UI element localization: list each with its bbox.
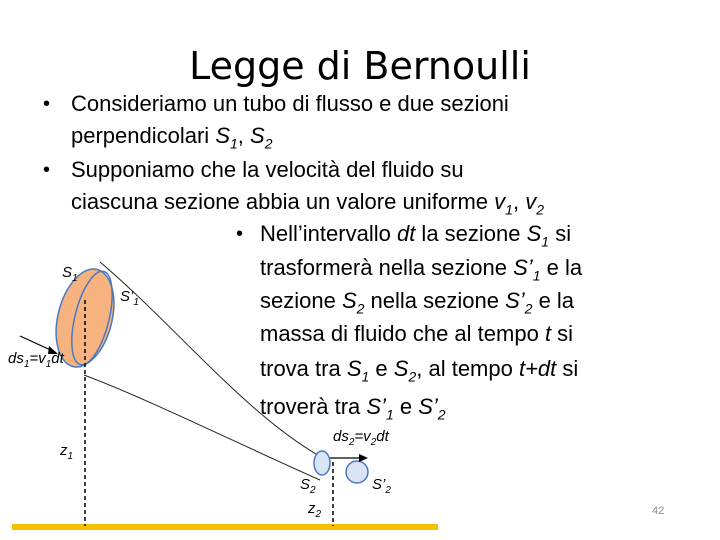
bullet-3-line-6: troverà tra $S’_1$ e $S’_2$	[260, 394, 446, 423]
ground-bar	[12, 524, 438, 530]
bullet-1-glyph: •	[43, 93, 51, 115]
slide-title: Legge di Bernoulli	[189, 44, 531, 88]
bullet-3-line-2: trasformerà nella sezione $S’_1$ e la	[260, 255, 583, 284]
bullet-3-line-1: Nell’intervallo dt la sezione $S_1$ si	[260, 221, 572, 250]
label-z1: $z_1$	[60, 442, 74, 462]
label-s1: $S_1$	[62, 264, 78, 284]
label-s2-prime: $S’_2$	[372, 476, 391, 496]
page-number: 42	[652, 505, 665, 517]
bullet-3-line-4: massa di fluido che al tempo t si	[260, 321, 574, 346]
bullet-3-line-3: sezione $S_2$ nella sezione $S’_2$ e la	[260, 288, 575, 317]
label-ds1: $ds_1=v_1dt$	[8, 350, 64, 370]
bullet-1-line-2: perpendicolari $S_1$, $S_2$	[71, 123, 273, 152]
label-z2: $z_2$	[308, 500, 322, 520]
ds2-arrowhead	[359, 454, 368, 462]
bullet-3-line-5: trova tra $S_1$ e $S_2$, al tempo t+dt si	[260, 356, 579, 385]
bullet-1-line-1: Consideriamo un tubo di flusso e due sezioni	[71, 91, 509, 116]
bullet-2-glyph: •	[43, 159, 51, 181]
label-s2: $S_2$	[300, 476, 316, 496]
section-s2-prime-ellipse	[346, 461, 368, 483]
label-s1-prime: $S’_1$	[120, 288, 139, 308]
section-s2-ellipse	[314, 451, 330, 475]
bullet-3-glyph: •	[236, 223, 244, 245]
label-ds2: $ds_2=v_2dt$	[333, 428, 389, 448]
bullet-2-line-1: Supponiamo che la velocità del fluido su	[71, 157, 464, 182]
bullet-2-line-2: ciascuna sezione abbia un valore uniforme $v_1$, $v_2$	[71, 189, 544, 218]
